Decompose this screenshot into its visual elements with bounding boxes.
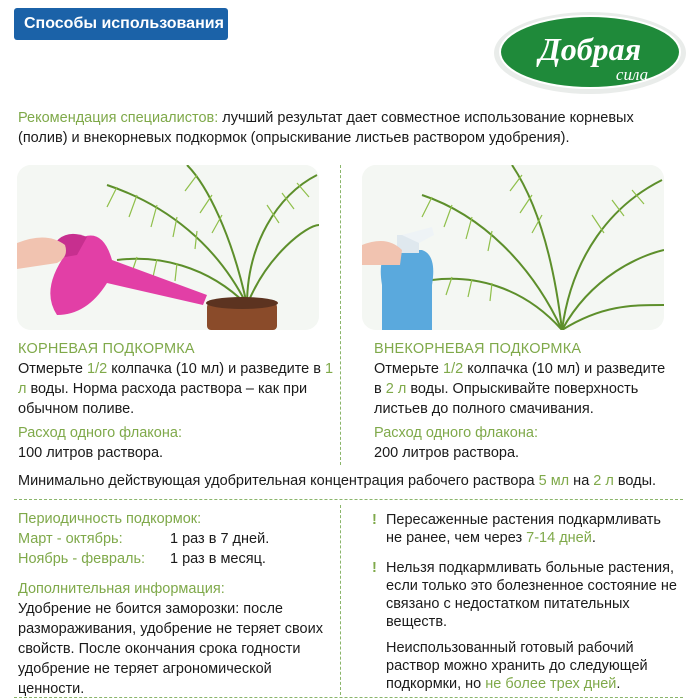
root-feeding-block xyxy=(18,339,338,463)
foliar-feeding-photo xyxy=(362,165,664,330)
foliar-consumption-value: 200 литров раствора. xyxy=(374,445,520,461)
section-title: Способы использования xyxy=(14,8,228,40)
additional-info-text: Удобрение не боится заморозки: после размораживания, удобрение не теряет своих свойств. После окончания срока годности удобрение не теряет агрономической ценности. xyxy=(18,601,323,697)
brand-logo xyxy=(492,10,688,96)
intro-label: Рекомендация специалистов: xyxy=(18,110,219,126)
note-transplanted: ! Пересаженные растения подкармливать не ранее, чем через 7-14 дней. xyxy=(372,512,661,546)
foliar-feeding-block xyxy=(374,339,674,463)
root-consumption-label: Расход одного флакона: xyxy=(18,425,182,441)
column-divider xyxy=(340,165,341,465)
root-feeding-title: КОРНЕВАЯ ПОДКОРМКА xyxy=(18,341,195,357)
intro-paragraph xyxy=(18,108,683,148)
foliar-feeding-instructions: Отмерьте 1/2 колпачка (10 мл) и разведите в 2 л воды. Опрыскивайте поверхность листьев до полного смачивания. xyxy=(374,361,666,417)
root-feeding-instructions: Отмерьте 1/2 колпачка (10 мл) и разведите в 1 л воды. Норма расхода раствора – как при обычном поливе. xyxy=(18,361,334,417)
periodicity-label: Периодичность подкормок: xyxy=(18,511,202,527)
foliar-feeding-title: ВНЕКОРНЕВАЯ ПОДКОРМКА xyxy=(374,341,582,357)
logo-sub-text: сила xyxy=(615,65,649,84)
section-divider xyxy=(14,499,683,500)
foliar-consumption-label: Расход одного флакона: xyxy=(374,425,538,441)
root-consumption-value: 100 литров раствора. xyxy=(18,445,164,461)
notes-block xyxy=(372,511,677,693)
note-sick-plants: ! Нельзя подкармливать больные растения, если только это болезненное состояние не связано с недостатком питательных веществ. xyxy=(372,560,677,630)
root-feeding-photo xyxy=(17,165,319,330)
minimum-concentration: Минимально действующая удобрительная концентрация рабочего раствора 5 мл на 2 л воды. xyxy=(18,473,657,489)
warning-icon: ! xyxy=(372,560,377,576)
logo-main-text: Добрая xyxy=(538,31,642,67)
additional-info-label: Дополнительная информация: xyxy=(18,581,225,597)
period-row: Март - октябрь: 1 раз в 7 дней. xyxy=(18,531,270,547)
periodicity-block xyxy=(18,509,334,699)
warning-icon: ! xyxy=(372,512,377,528)
bottom-border xyxy=(14,697,683,698)
bottom-column-divider xyxy=(340,505,341,695)
period-row: Ноябрь - февраль: 1 раз в месяц. xyxy=(18,551,266,567)
note-storage: Неиспользованный готовый рабочий раствор можно хранить до следующей подкормки, но не более трех дней. xyxy=(386,640,648,692)
intro-text: лучший результат дает совместное использование корневых (полив) и внекорневых подкормок (опрыскивание листьев раствором удобрения). xyxy=(18,110,634,146)
